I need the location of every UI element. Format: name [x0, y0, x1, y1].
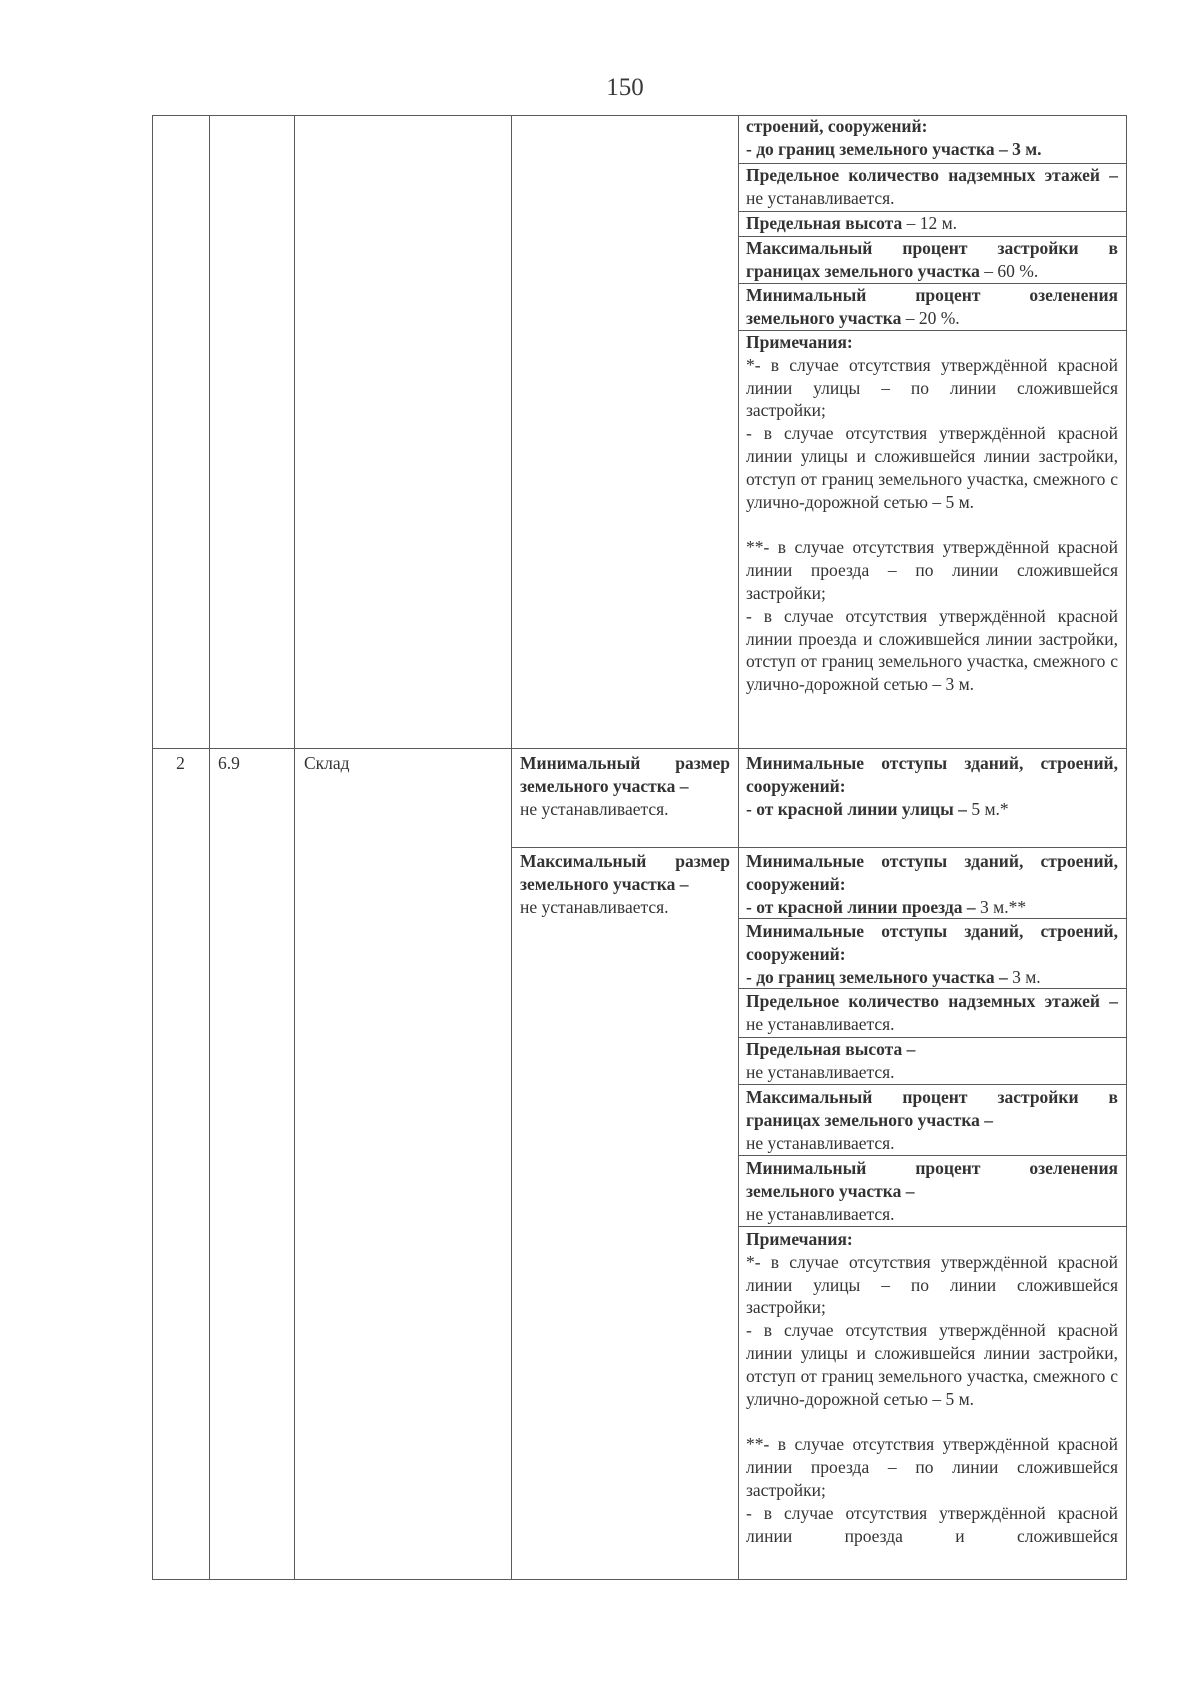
cell-greening	[746, 284, 1118, 330]
setback-street-value: 5 м.*	[966, 798, 1009, 819]
max-size-label: Максимальный размер земельного участка –	[520, 851, 730, 894]
height-limit-value: – 12 м.	[902, 213, 958, 233]
cell-floor-limit	[746, 164, 1118, 210]
column-divider	[209, 115, 210, 1580]
setback-border-value: 3 м.	[1007, 966, 1041, 987]
use-name: Склад	[304, 753, 350, 773]
cell-notes	[746, 1228, 1118, 1547]
height-limit-value: не устанавливается.	[746, 1061, 895, 1082]
setback-passage-value: 3 м.**	[975, 896, 1027, 917]
cell-notes	[746, 331, 1118, 696]
setbacks-line2: - до границ земельного участка – 3 м.	[746, 138, 1042, 159]
setback-passage-label: Минимальные отступы зданий, строений, сооружений:	[746, 851, 1118, 894]
cell-max-size	[520, 850, 730, 918]
use-code: 6.9	[218, 753, 240, 773]
greening-value: не устанавливается.	[746, 1203, 895, 1224]
min-size-value: не устанавливается.	[520, 798, 669, 819]
cell-coverage	[746, 237, 1118, 283]
floor-limit-value: не устанавливается.	[746, 187, 895, 208]
note-paragraph: - в случае отсутствия утверждённой красной линии проезда и сложившейся линии застройки, отступ от границ земельного участка, смежного с улично-дорожной сетью – 3 м.	[746, 605, 1118, 695]
height-limit-label: Предельная высота –	[746, 1039, 916, 1059]
setback-street-label: Минимальные отступы зданий, строений, сооружений:	[746, 753, 1118, 796]
floor-limit-label: Предельное количество надземных этажей –	[746, 165, 1118, 185]
setbacks-line1: строений, сооружений:	[746, 116, 928, 136]
notes-title: Примечания:	[746, 332, 853, 352]
note-paragraph: **- в случае отсутствия утверждённой красной линии проезда – по линии сложившейся застройки;	[746, 537, 1118, 603]
zoning-table	[152, 115, 1127, 1580]
column-divider	[294, 115, 295, 1580]
cell-min-size	[520, 752, 730, 820]
cell-divider	[511, 847, 1127, 848]
note-paragraph: *- в случае отсутствия утверждённой красной линии улицы – по линии сложившейся застройки;	[746, 354, 1118, 421]
cell-greening	[746, 1157, 1118, 1225]
greening-value: – 20 %.	[901, 307, 960, 328]
note-paragraph: - в случае отсутствия утверждённой красной линии проезда и сложившейся	[746, 1502, 1118, 1546]
cell-height-limit	[746, 212, 1118, 235]
cell-divider	[738, 1155, 1127, 1156]
cell-setback-passage	[746, 850, 1118, 918]
height-limit-label: Предельная высота	[746, 213, 903, 233]
greening-label: Минимальный процент озеленения земельного участка	[746, 285, 1118, 328]
cell-setbacks-continued	[746, 115, 1118, 161]
floor-limit-value: не устанавливается.	[746, 1013, 895, 1034]
greening-label: Минимальный процент озеленения земельного участка –	[746, 1158, 1118, 1201]
min-size-label: Минимальный размер земельного участка –	[520, 753, 730, 796]
setback-passage-line: - от красной линии проезда –	[746, 896, 976, 917]
notes-title: Примечания:	[746, 1229, 853, 1249]
note-paragraph: **- в случае отсутствия утверждённой красной линии проезда – по линии сложившейся застройки;	[746, 1434, 1118, 1500]
table-border-left	[152, 115, 153, 1580]
row-divider	[152, 748, 1127, 749]
setback-border-line: - до границ земельного участка –	[746, 966, 1008, 987]
setback-border-label: Минимальные отступы зданий, строений, сооружений:	[746, 921, 1118, 964]
max-size-value: не устанавливается.	[520, 896, 669, 917]
note-paragraph: *- в случае отсутствия утверждённой красной линии улицы – по линии сложившейся застройки;	[746, 1251, 1118, 1318]
cell-setback-border	[746, 920, 1118, 988]
setback-street-line: - от красной линии улицы –	[746, 798, 967, 819]
cell-coverage	[746, 1086, 1118, 1154]
cell-divider	[738, 1226, 1127, 1227]
cell-floor-limit	[746, 990, 1118, 1036]
page-number: 150	[606, 74, 644, 101]
coverage-value: – 60 %.	[979, 260, 1039, 281]
coverage-value: не устанавливается.	[746, 1132, 895, 1153]
cell-setback-street	[746, 752, 1118, 820]
note-paragraph: - в случае отсутствия утверждённой красной линии улицы и сложившейся линии застройки, отступ от границ земельного участка, смежного с улично-дорожной сетью – 5 м.	[746, 1320, 1118, 1409]
cell-height-limit	[746, 1038, 1118, 1084]
row-number: 2	[176, 753, 185, 773]
coverage-label: Максимальный процент застройки в границах земельного участка	[746, 238, 1118, 281]
floor-limit-label: Предельное количество надземных этажей –	[746, 991, 1118, 1011]
note-paragraph: - в случае отсутствия утверждённой красной линии улицы и сложившейся линии застройки, отступ от границ земельного участка, смежного с улично-дорожной сетью – 5 м.	[746, 423, 1118, 512]
cell-divider	[738, 1084, 1127, 1085]
coverage-label: Максимальный процент застройки в границах земельного участка –	[746, 1087, 1118, 1130]
table-border-bottom	[152, 1579, 1127, 1580]
